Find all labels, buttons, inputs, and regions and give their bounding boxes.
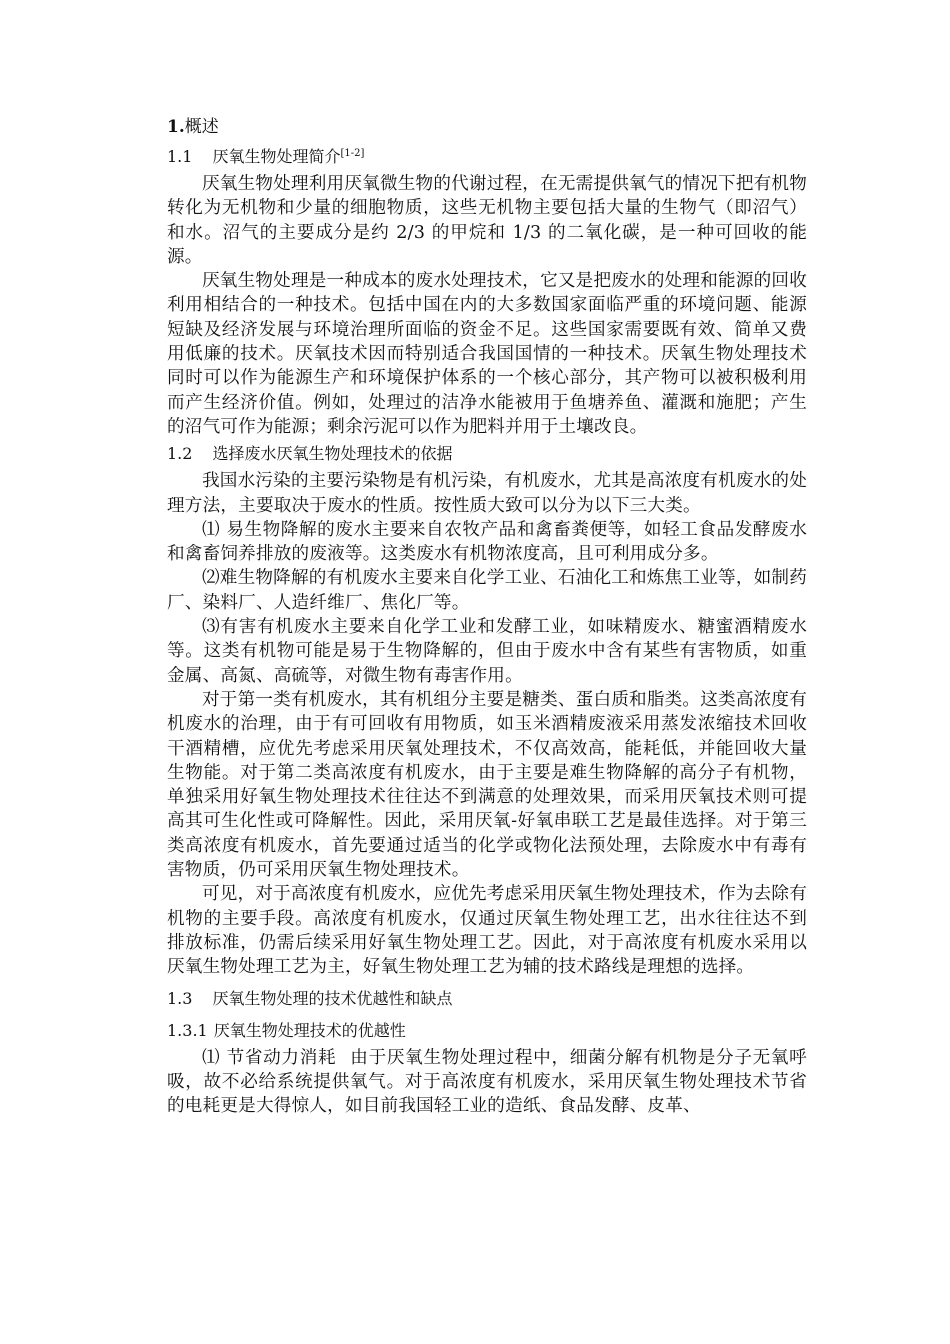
list-item: ⑴ 易生物降解的废水主要来自农牧产品和禽畜粪便等，如轻工食品发酵废水和禽畜饲养排放的废液等。这类废水有机物浓度高，且可利用成分多。 xyxy=(167,519,807,565)
subsection-number: 1.1 xyxy=(167,147,193,166)
list-item: ⑶有害有机废水主要来自化学工业和发酵工业，如味精废水、糖蜜酒精废水等。这类有机物可能是易于生物降解的，但由于废水中含有某些有害物质，如重金属、高氮、高硫等，对微生物有毒害作用。 xyxy=(167,617,807,686)
paragraph: 厌氧生物处理是一种成本的废水处理技术，它又是把废水的处理和能源的回收利用相结合的一种技术。包括中国在内的大多数国家面临严重的环境问题、能源短缺及经济发展与环境治理所面临的资金不足。这些国家需要既有效、简单又费用低廉的技术。厌氧技术因而特别适合我国国情的一种技术。厌氧生物处理技术同时可以作为能源生产和环境保护体系的一个核心部分，其产物可以被积极利用而产生经济价值。例如，处理过的洁净水能被用于鱼塘养鱼、灌溉和施肥；产生的沼气可作为能源；剩余污泥可以作为肥料并用于土壤改良。 xyxy=(167,271,807,437)
citation-ref: [1-2] xyxy=(340,148,365,159)
list-item xyxy=(167,1046,807,1119)
subsection-title: 厌氧生物处理简介 xyxy=(212,147,341,166)
subsection-title: 选择废水厌氧生物处理技术的依据 xyxy=(212,444,453,464)
section-heading xyxy=(167,114,807,140)
subsection-number: 1.3 xyxy=(167,988,193,1008)
subsection-title: 厌氧生物处理的技术优越性和缺点 xyxy=(212,988,453,1008)
section-title: 概述 xyxy=(184,117,219,137)
subsection-number: 1.2 xyxy=(167,444,193,464)
list-item: ⑵难生物降解的有机废水主要来自化学工业、石油化工和炼焦工业等，如制药厂、染料厂、人造纤维厂、焦化厂等。 xyxy=(167,568,807,613)
paragraph: 对于第一类有机废水，其有机组分主要是糖类、蛋白质和脂类。这类高浓度有机废水的治理，由于有可回收有用物质，如玉米酒精废液采用蒸发浓缩技术回收干酒精槽，应优先考虑采用厌氧处理技术，不仅高效高，能耗低，并能回收大量生物能。对于第二类高浓度有机废水，由于主要是难生物降解的高分子有机物，单独采用好氧生物处理技术往往达不到满意的处理效果，而采用厌氧技术则可提高其可生化性或可降解性。因此，采用厌氧-好氧串联工艺是最佳选择。对于第三类高浓度有机废水，首先要通过适当的化学或物化法预处理，去除废水中有毒有害物质，仍可采用厌氧生物处理技术。 xyxy=(167,689,807,881)
item-lead: ⑴ 节省动力消耗 xyxy=(202,1047,337,1068)
subsection-heading-1-3 xyxy=(167,986,807,1012)
subsection-title: 厌氧生物处理技术的优越性 xyxy=(213,1020,406,1040)
document-page xyxy=(167,114,807,1118)
item-text: 由于厌氧生物处理过程中，细菌分解有机物是分子无氧呼吸，故不必给系统提供氧气。对于高浓度有机废水，采用厌氧生物处理技术节省的电耗更是大得惊人，如目前我国轻工业的造纸、食品发酵、皮革、 xyxy=(167,1047,807,1117)
subsection-number: 1.3.1 xyxy=(167,1020,208,1040)
subsection-heading-1-3-1 xyxy=(167,1018,807,1044)
paragraph: 可见，对于高浓度有机废水，应优先考虑采用厌氧生物处理技术，作为去除有机物的主要手段。高浓度有机废水，仅通过厌氧生物处理工艺，出水往往达不到排放标准，仍需后续采用好氧生物处理工艺。因此，对于高浓度有机废水采用以厌氧生物处理工艺为主，好氧生物处理工艺为辅的技术路线是理想的选择。 xyxy=(167,884,807,978)
paragraph: 厌氧生物处理利用厌氧微生物的代谢过程，在无需提供氧气的情况下把有机物转化为无机物和少量的细胞物质，这些无机物主要包括大量的生物气（即沼气）和水。沼气的主要成分是约 2/3 的甲烷和 1/3 的二氧化碳，是一种可回收的能源。 xyxy=(167,174,807,267)
section-number: 1. xyxy=(167,117,185,137)
paragraph: 我国水污染的主要污染物是有机污染，有机废水，尤其是高浓度有机废水的处理方法，主要取决于废水的性质。按性质大致可以分为以下三大类。 xyxy=(167,471,807,516)
subsection-heading-1-2 xyxy=(167,441,807,467)
subsection-heading-1-1 xyxy=(167,144,807,170)
